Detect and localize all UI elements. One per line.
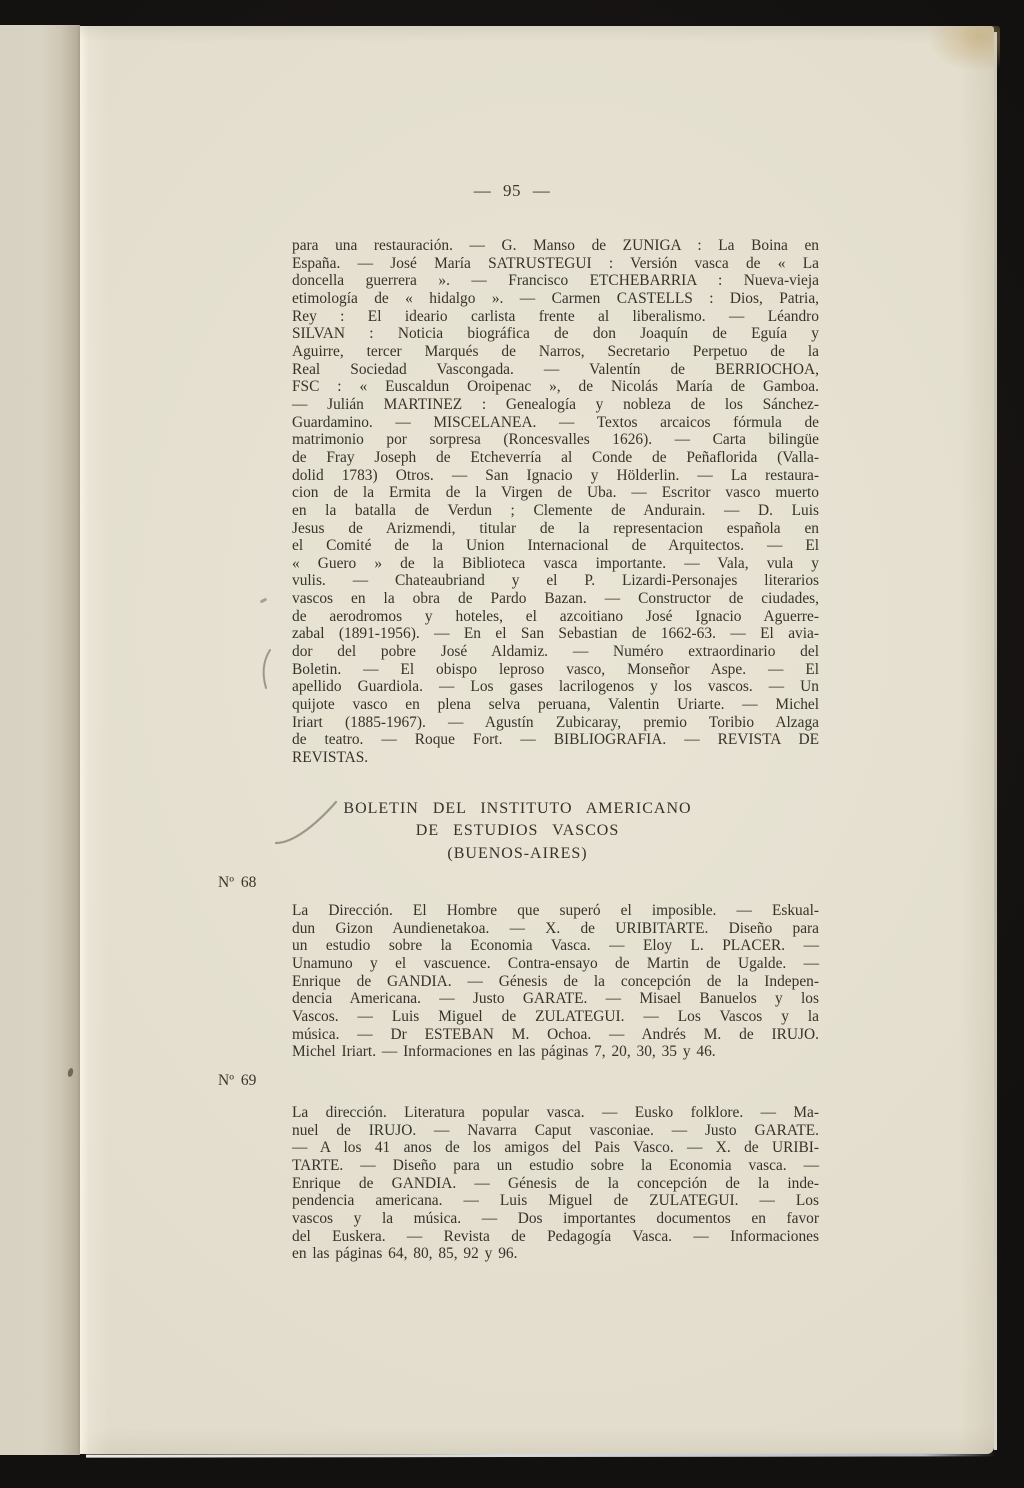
text-line: vascos y la música. — Dos importantes documentos en favor xyxy=(292,1209,819,1227)
text-line: Vascos. — Luis Miguel de ZULATEGUI. — Los Vascos y la xyxy=(292,1007,819,1025)
text-line: etimología de « hidalgo ». — Carmen CASTELLS : Dios, Patria, xyxy=(292,289,819,307)
bulletin-subtitle: (BUENOS-AIRES) xyxy=(447,844,588,862)
issue-number-68: Nº 68 xyxy=(218,874,257,891)
text-line: Boletin. — El obispo leproso vasco, Monseñor Aspe. — El xyxy=(292,660,819,678)
text-line: música. — Dr ESTEBAN M. Ochoa. — Andrés M. de IRUJO. xyxy=(292,1025,819,1043)
text-line: TARTE. — Diseño para un estudio sobre la Economia vasca. — xyxy=(292,1156,819,1174)
text-line: Jesus de Arizmendi, titular de la representacion española en xyxy=(292,519,819,537)
text-line: Michel Iriart. — Informaciones en las páginas 7, 20, 30, 35 y 46. xyxy=(292,1043,716,1061)
bulletin-title-line1: BOLETIN DEL INSTITUTO AMERICANO xyxy=(343,800,692,817)
text-line: España. — José María SATRUSTEGUI : Versión vasca de « La xyxy=(292,254,819,272)
text-line: de teatro. — Roque Fort. — BIBLIOGRAFIA. — REVISTA DE xyxy=(292,731,819,749)
text-line: en la batalla de Verdun ; Clemente de Andurain. — D. Luis xyxy=(292,501,819,519)
text-line: de Fray Joseph de Etcheverría al Conde de Peñaflorida (Valla- xyxy=(292,448,819,466)
text-line: Real Sociedad Vascongada. — Valentín de BERRIOCHOA, xyxy=(292,360,819,378)
text-line: Guardamino. — MISCELANEA. — Textos arcaicos fórmula de xyxy=(292,413,819,431)
text-line: de aerodromos y hoteles, el azcoitiano José Ignacio Aguerre- xyxy=(292,607,819,625)
text-line: en las páginas 64, 80, 85, 92 y 96. xyxy=(292,1245,518,1263)
text-line: — A los 41 anos de los amigos del Pais Vasco. — X. de URIBI- xyxy=(292,1139,819,1157)
text-line: quijote vasco en plena selva peruana, Valentin Uriarte. — Michel xyxy=(292,696,819,714)
text-line: La dirección. Literatura popular vasca. — Eusko folklore. — Ma- xyxy=(292,1104,819,1121)
text-line: doncella guerrera ». — Francisco ETCHEBARRIA : Nueva-vieja xyxy=(292,272,819,290)
text-line: pendencia americana. — Luis Miguel de ZULATEGUI. — Los xyxy=(292,1192,819,1210)
text-line: Unamuno y el vascuence. Contra-ensayo de Martin de Ugalde. — xyxy=(292,954,819,972)
corner-stain xyxy=(915,26,1000,86)
text-line: Rey : El ideario carlista frente al liberalismo. — Léandro xyxy=(292,307,819,325)
text-line: dun Gizon Aundienetakoa. — X. de URIBITARTE. Diseño para xyxy=(292,919,819,937)
text-line: un estudio sobre la Economia Vasca. — Eloy L. PLACER. — xyxy=(292,937,819,955)
text-line: — Julián MARTINEZ : Genealogía y nobleza de los Sánchez- xyxy=(292,395,819,413)
page-number: — 95 — xyxy=(473,181,551,200)
bulletin-title-line2: DE ESTUDIOS VASCOS xyxy=(415,822,620,840)
text-line: La Dirección. El Hombre que superó el imposible. — Eskual- xyxy=(292,902,819,919)
issue-69-contents xyxy=(292,1104,819,1263)
previous-page-edge xyxy=(0,25,80,1455)
text-line: « Guero » de la Biblioteca vasca importante. — Vala, vula y xyxy=(292,554,819,572)
text-line: vascos en la obra de Pardo Bazan. — Constructor de ciudades, xyxy=(292,590,819,608)
text-line: Aguirre, tercer Marqués de Narros, Secretario Perpetuo de la xyxy=(292,342,819,360)
text-line: Iriart (1885-1967). — Agustín Zubicaray, premio Toribio Alzaga xyxy=(292,713,819,731)
page-right-edge xyxy=(994,32,997,1450)
text-line: del Euskera. — Revista de Pedagogía Vasca. — Informaciones xyxy=(292,1227,819,1245)
text-line: FSC : « Euscaldun Oroipenac », de Nicolás María de Gamboa. xyxy=(292,378,819,396)
text-line: dolid 1783) Otros. — San Ignacio y Hölderlin. — La restaura- xyxy=(292,466,819,484)
text-line: SILVAN : Noticia biográfica de don Joaquín de Eguía y xyxy=(292,325,819,343)
text-line: REVISTAS. xyxy=(292,749,369,767)
text-line: cion de la Ermita de la Virgen de Uba. — Escritor vasco muerto xyxy=(292,484,819,502)
text-line: dencia Americana. — Justo GARATE. — Misael Banuelos y los xyxy=(292,990,819,1008)
text-line: Enrique de GANDIA. — Génesis de la concepción de la Indepen- xyxy=(292,972,819,990)
text-line: matrimonio por sorpresa (Roncesvalles 1626). — Carta bilingüe xyxy=(292,431,819,449)
text-line: zabal (1891-1956). — En el San Sebastian de 1662-63. — El avia- xyxy=(292,625,819,643)
text-line: vulis. — Chateaubriand y el P. Lizardi-Personajes literarios xyxy=(292,572,819,590)
page-bottom-edge xyxy=(86,1453,996,1457)
pencil-mark-parenthesis xyxy=(258,648,274,690)
issue-number-69: Nº 69 xyxy=(218,1072,257,1089)
text-line: para una restauración. — G. Manso de ZUNIGA : La Boina en xyxy=(292,237,819,254)
issue-68-contents xyxy=(292,902,819,1061)
text-line: apellido Guardiola. — Los gases lacrilogenos y los vascos. — Un xyxy=(292,678,819,696)
text-line: el Comité de la Union Internacional de Arquitectos. — El xyxy=(292,537,819,555)
text-line: dor del pobre José Aldamiz. — Numéro extraordinario del xyxy=(292,643,819,661)
summary-paragraph xyxy=(292,237,819,767)
text-line: nuel de IRUJO. — Navarra Caput vasconiae. — Justo GARATE. xyxy=(292,1121,819,1139)
text-line: Enrique de GANDIA. — Génesis de la concepción de la inde- xyxy=(292,1174,819,1192)
bulletin-heading xyxy=(0,798,1024,865)
